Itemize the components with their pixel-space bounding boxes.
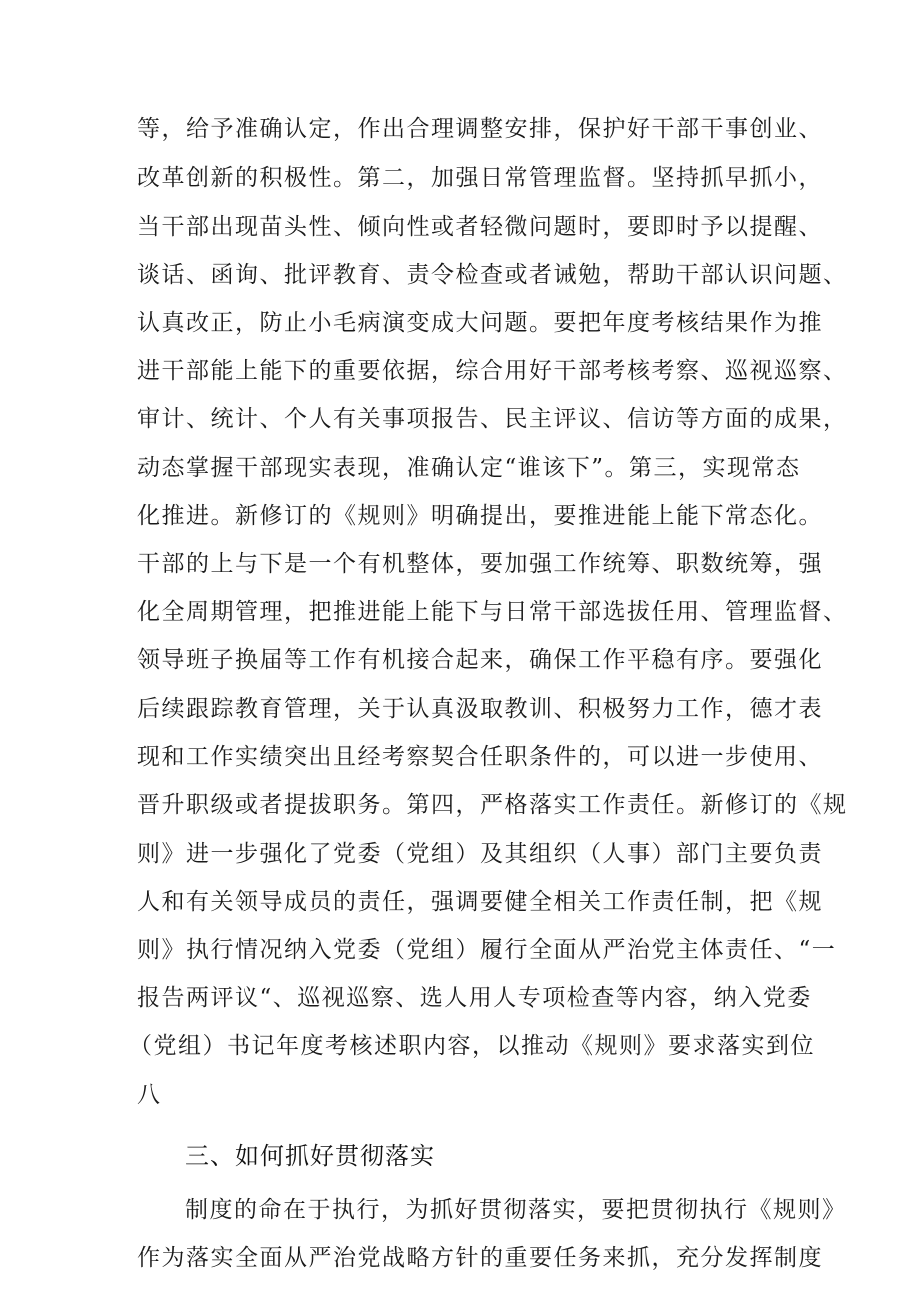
body-line: 则》执行情况纳入党委（党组）履行全面从严治党主体责任、“一 (137, 937, 837, 963)
section-body-line: 作为落实全面从严治党战略方针的重要任务来抓，充分发挥制度 (137, 1245, 823, 1271)
body-line: 谈话、函询、批评教育、责令检查或者诫勉，帮助干部认识问题、 (137, 262, 848, 288)
body-line: 后续跟踪教育管理，关于认真汲取教训、积极努力工作，德才表 (137, 696, 823, 722)
body-line: 人和有关领导成员的责任，强调要健全相关工作责任制，把《规 (137, 889, 823, 915)
body-line: 进干部能上能下的重要依据，综合用好干部考核考察、巡视巡察、 (137, 358, 848, 384)
body-line: 则》进一步强化了党委（党组）及其组织（人事）部门主要负责 (137, 841, 823, 867)
body-line: 化全周期管理，把推进能上能下与日常干部选拔任用、管理监督、 (137, 599, 848, 625)
body-line: 等，给予准确认定，作出合理调整安排，保护好干部干事创业、 (137, 116, 823, 142)
body-line: 当干部出现苗头性、倾向性或者轻微问题时，要即时予以提醒、 (137, 214, 823, 240)
body-line: 领导班子换届等工作有机接合起来，确保工作平稳有序。要强化 (137, 647, 823, 673)
section-heading: 三、如何抓好贯彻落实 (185, 1142, 435, 1170)
body-line: 报告两评议“、巡视巡察、选人用人专项检查等内容，纳入党委 (137, 985, 812, 1011)
body-line: 改革创新的积极性。第二，加强日常管理监督。坚持抓早抓小， (137, 165, 823, 191)
body-line: 认真改正，防止小毛病演变成大问题。要把年度考核结果作为推 (137, 310, 823, 336)
section-body-line: 制度的命在于执行，为抓好贯彻落实，要把贯彻执行《规则》 (185, 1197, 847, 1223)
body-line: 动态掌握干部现实表现，准确认定“谁该下”。第三，实现常态 (137, 455, 801, 481)
body-line: 审计、统计、个人有关事项报告、民主评议、信访等方面的成果， (137, 406, 848, 432)
body-line: 化推进。新修订的《规则》明确提出，要推进能上能下常态化。 (137, 503, 823, 529)
body-line: （党组）书记年度考核述职内容，以推动《规则》要求落实到位 (129, 1033, 815, 1059)
body-line: 干部的上与下是一个有机整体，要加强工作统筹、职数统筹，强 (137, 551, 823, 577)
body-line: 现和工作实绩突出且经考察契合任职条件的，可以进一步使用、 (137, 744, 823, 770)
body-line: 八 (137, 1082, 162, 1108)
body-line: 晋升职级或者提拔职务。第四，严格落实工作责任。新修订的《规 (137, 792, 848, 818)
